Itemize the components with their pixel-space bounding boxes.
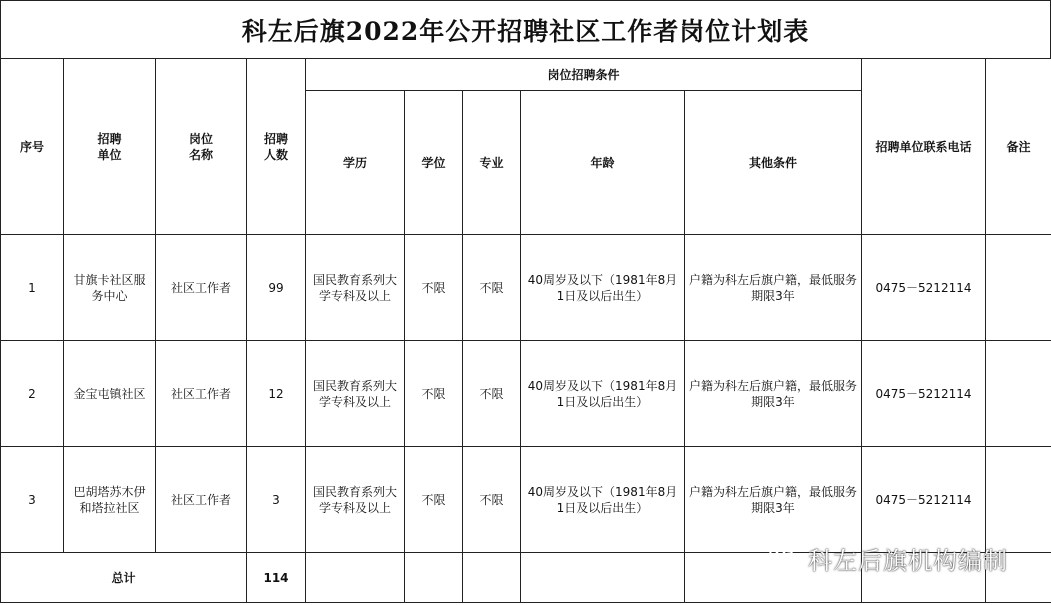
cell-phone: 0475－5212114 — [862, 235, 986, 341]
table-row — [1, 341, 1051, 447]
header-major: 专业 — [463, 91, 521, 235]
header-degree: 学位 — [405, 91, 463, 235]
watermark-text: 科左后旗机构编制 — [808, 546, 1008, 575]
table-row — [1, 447, 1051, 553]
header-phone: 招聘单位联系电话 — [862, 59, 986, 235]
cell-age: 40周岁及以下（1981年8月1日及以后出生） — [521, 235, 685, 341]
cell-education: 国民教育系列大学专科及以上 — [306, 341, 405, 447]
total-empty — [306, 553, 405, 603]
wechat-icon — [768, 544, 802, 572]
cell-remark — [986, 447, 1051, 553]
cell-other: 户籍为科左后旗户籍，最低服务期限3年 — [685, 447, 862, 553]
cell-major: 不限 — [463, 341, 521, 447]
header-remark: 备注 — [986, 59, 1051, 235]
cell-degree: 不限 — [405, 341, 463, 447]
cell-major: 不限 — [463, 235, 521, 341]
cell-unit: 甘旗卡社区服务中心 — [64, 235, 156, 341]
cell-degree: 不限 — [405, 235, 463, 341]
cell-other: 户籍为科左后旗户籍，最低服务期限3年 — [685, 341, 862, 447]
total-empty — [405, 553, 463, 603]
document-title: 科左后旗2022年公开招聘社区工作者岗位计划表 — [0, 0, 1051, 58]
watermark — [768, 540, 1008, 576]
header-count: 招聘 人数 — [247, 59, 306, 235]
cell-age: 40周岁及以下（1981年8月1日及以后出生） — [521, 341, 685, 447]
total-empty — [463, 553, 521, 603]
total-label: 总计 — [1, 553, 247, 603]
header-unit: 招聘 单位 — [64, 59, 156, 235]
cell-phone: 0475－5212114 — [862, 341, 986, 447]
header-age: 年龄 — [521, 91, 685, 235]
total-count: 114 — [247, 553, 306, 603]
header-education: 学历 — [306, 91, 405, 235]
cell-position: 社区工作者 — [156, 447, 247, 553]
header-position: 岗位 名称 — [156, 59, 247, 235]
cell-position: 社区工作者 — [156, 235, 247, 341]
cell-phone: 0475－5212114 — [862, 447, 986, 553]
cell-education: 国民教育系列大学专科及以上 — [306, 447, 405, 553]
cell-remark — [986, 341, 1051, 447]
header-seq: 序号 — [1, 59, 64, 235]
cell-position: 社区工作者 — [156, 341, 247, 447]
cell-count: 3 — [247, 447, 306, 553]
cell-unit: 巴胡塔苏木伊和塔拉社区 — [64, 447, 156, 553]
cell-seq: 2 — [1, 341, 64, 447]
cell-degree: 不限 — [405, 447, 463, 553]
cell-education: 国民教育系列大学专科及以上 — [306, 235, 405, 341]
total-empty — [521, 553, 685, 603]
recruitment-plan-table — [0, 58, 1051, 603]
cell-seq: 1 — [1, 235, 64, 341]
cell-unit: 金宝屯镇社区 — [64, 341, 156, 447]
cell-other: 户籍为科左后旗户籍，最低服务期限3年 — [685, 235, 862, 341]
cell-seq: 3 — [1, 447, 64, 553]
cell-age: 40周岁及以下（1981年8月1日及以后出生） — [521, 447, 685, 553]
cell-count: 99 — [247, 235, 306, 341]
cell-major: 不限 — [463, 447, 521, 553]
header-conditions: 岗位招聘条件 — [306, 59, 862, 91]
cell-remark — [986, 235, 1051, 341]
header-row-1 — [1, 59, 1051, 91]
table-row — [1, 235, 1051, 341]
cell-count: 12 — [247, 341, 306, 447]
header-other: 其他条件 — [685, 91, 862, 235]
